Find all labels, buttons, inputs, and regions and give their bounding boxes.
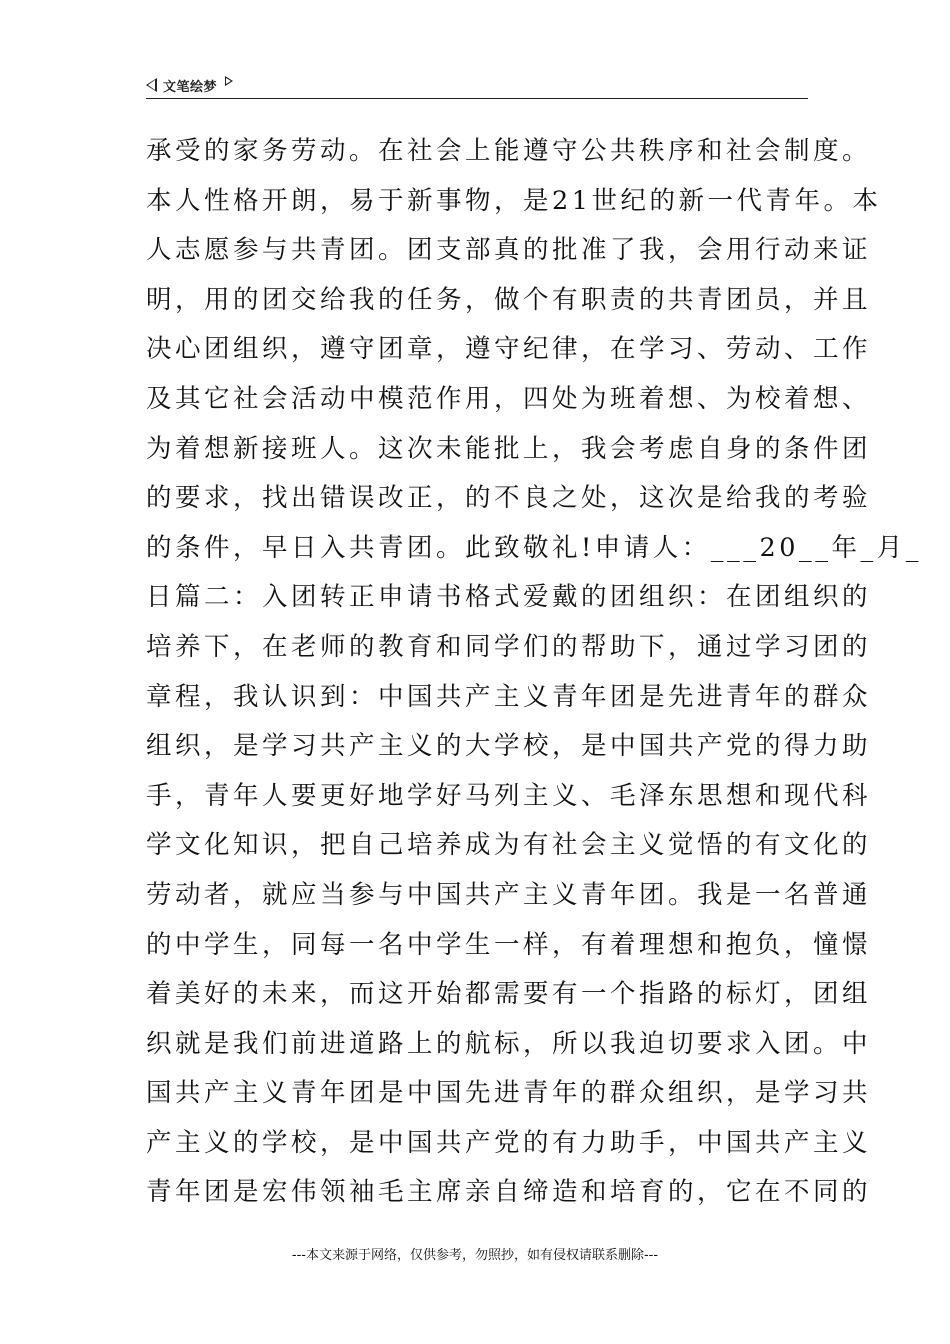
- body-line: 国共产主义青年团是中国先进青年的群众组织，是学习共: [146, 1078, 872, 1109]
- page-header: [146, 72, 808, 98]
- body-line: 着美好的未来，而这开始都需要有一个指路的标灯，团组: [146, 979, 872, 1010]
- body-line: 学文化知识，把自己培养成为有社会主义觉悟的有文化的: [146, 830, 872, 861]
- triangle-left-icon: [146, 78, 157, 92]
- body-line: 明，用的团交给我的任务，做个有职责的共青团员，并且: [146, 284, 872, 315]
- triangle-right-icon: [225, 76, 233, 86]
- body-line: 的要求，找出错误改正，的不良之处，这次是给我的考验: [146, 483, 872, 514]
- body-line: 人志愿参与共青团。团支部真的批准了我，会用行动来证: [146, 235, 872, 266]
- body-line: 的条件，早日入共青团。此致敬礼!申请人：___20__年_月_: [146, 532, 922, 563]
- body-line: 及其它社会活动中模范作用，四处为班着想、为校着想、: [146, 383, 872, 414]
- header-brand: 文笔绘梦: [163, 79, 218, 95]
- body-line: 产主义的学校，是中国共产党的有力助手，中国共产主义: [146, 1127, 872, 1158]
- body-line: 劳动者，就应当参与中国共产主义青年团。我是一名普通: [146, 879, 872, 910]
- document-body: [146, 127, 922, 1218]
- body-line: 日篇二：入团转正申请书格式爱戴的团组织：在团组织的: [146, 582, 872, 613]
- footer-notice: ---本文来源于网络，仅供参考，勿照抄，如有侵权请联系删除---: [291, 1248, 659, 1263]
- body-line: 织就是我们前进道路上的航标，所以我迫切要求入团。中: [146, 1028, 872, 1059]
- body-line: 承受的家务劳动。在社会上能遵守公共秩序和社会制度。: [146, 136, 872, 166]
- body-line: 为着想新接班人。这次未能批上，我会考虑自身的条件团: [146, 433, 872, 464]
- body-line: 青年团是宏伟领袖毛主席亲自缔造和培育的，它在不同的: [146, 1177, 872, 1208]
- header-divider: [146, 98, 808, 99]
- body-line: 培养下，在老师的教育和同学们的帮助下，通过学习团的: [146, 631, 872, 662]
- body-line: 本人性格开朗，易于新事物，是21世纪的新一代青年。本: [146, 185, 882, 216]
- body-line: 决心团组织，遵守团章，遵守纪律，在学习、劳动、工作: [146, 334, 872, 365]
- body-line: 组织，是学习共产主义的大学校，是中国共产党的得力助: [146, 731, 872, 762]
- body-line: 手，青年人要更好地学好马列主义、毛泽东思想和现代科: [146, 780, 872, 811]
- body-line: 的中学生，同每一名中学生一样，有着理想和抱负，憧憬: [146, 929, 872, 960]
- body-line: 章程，我认识到：中国共产主义青年团是先进青年的群众: [146, 681, 872, 712]
